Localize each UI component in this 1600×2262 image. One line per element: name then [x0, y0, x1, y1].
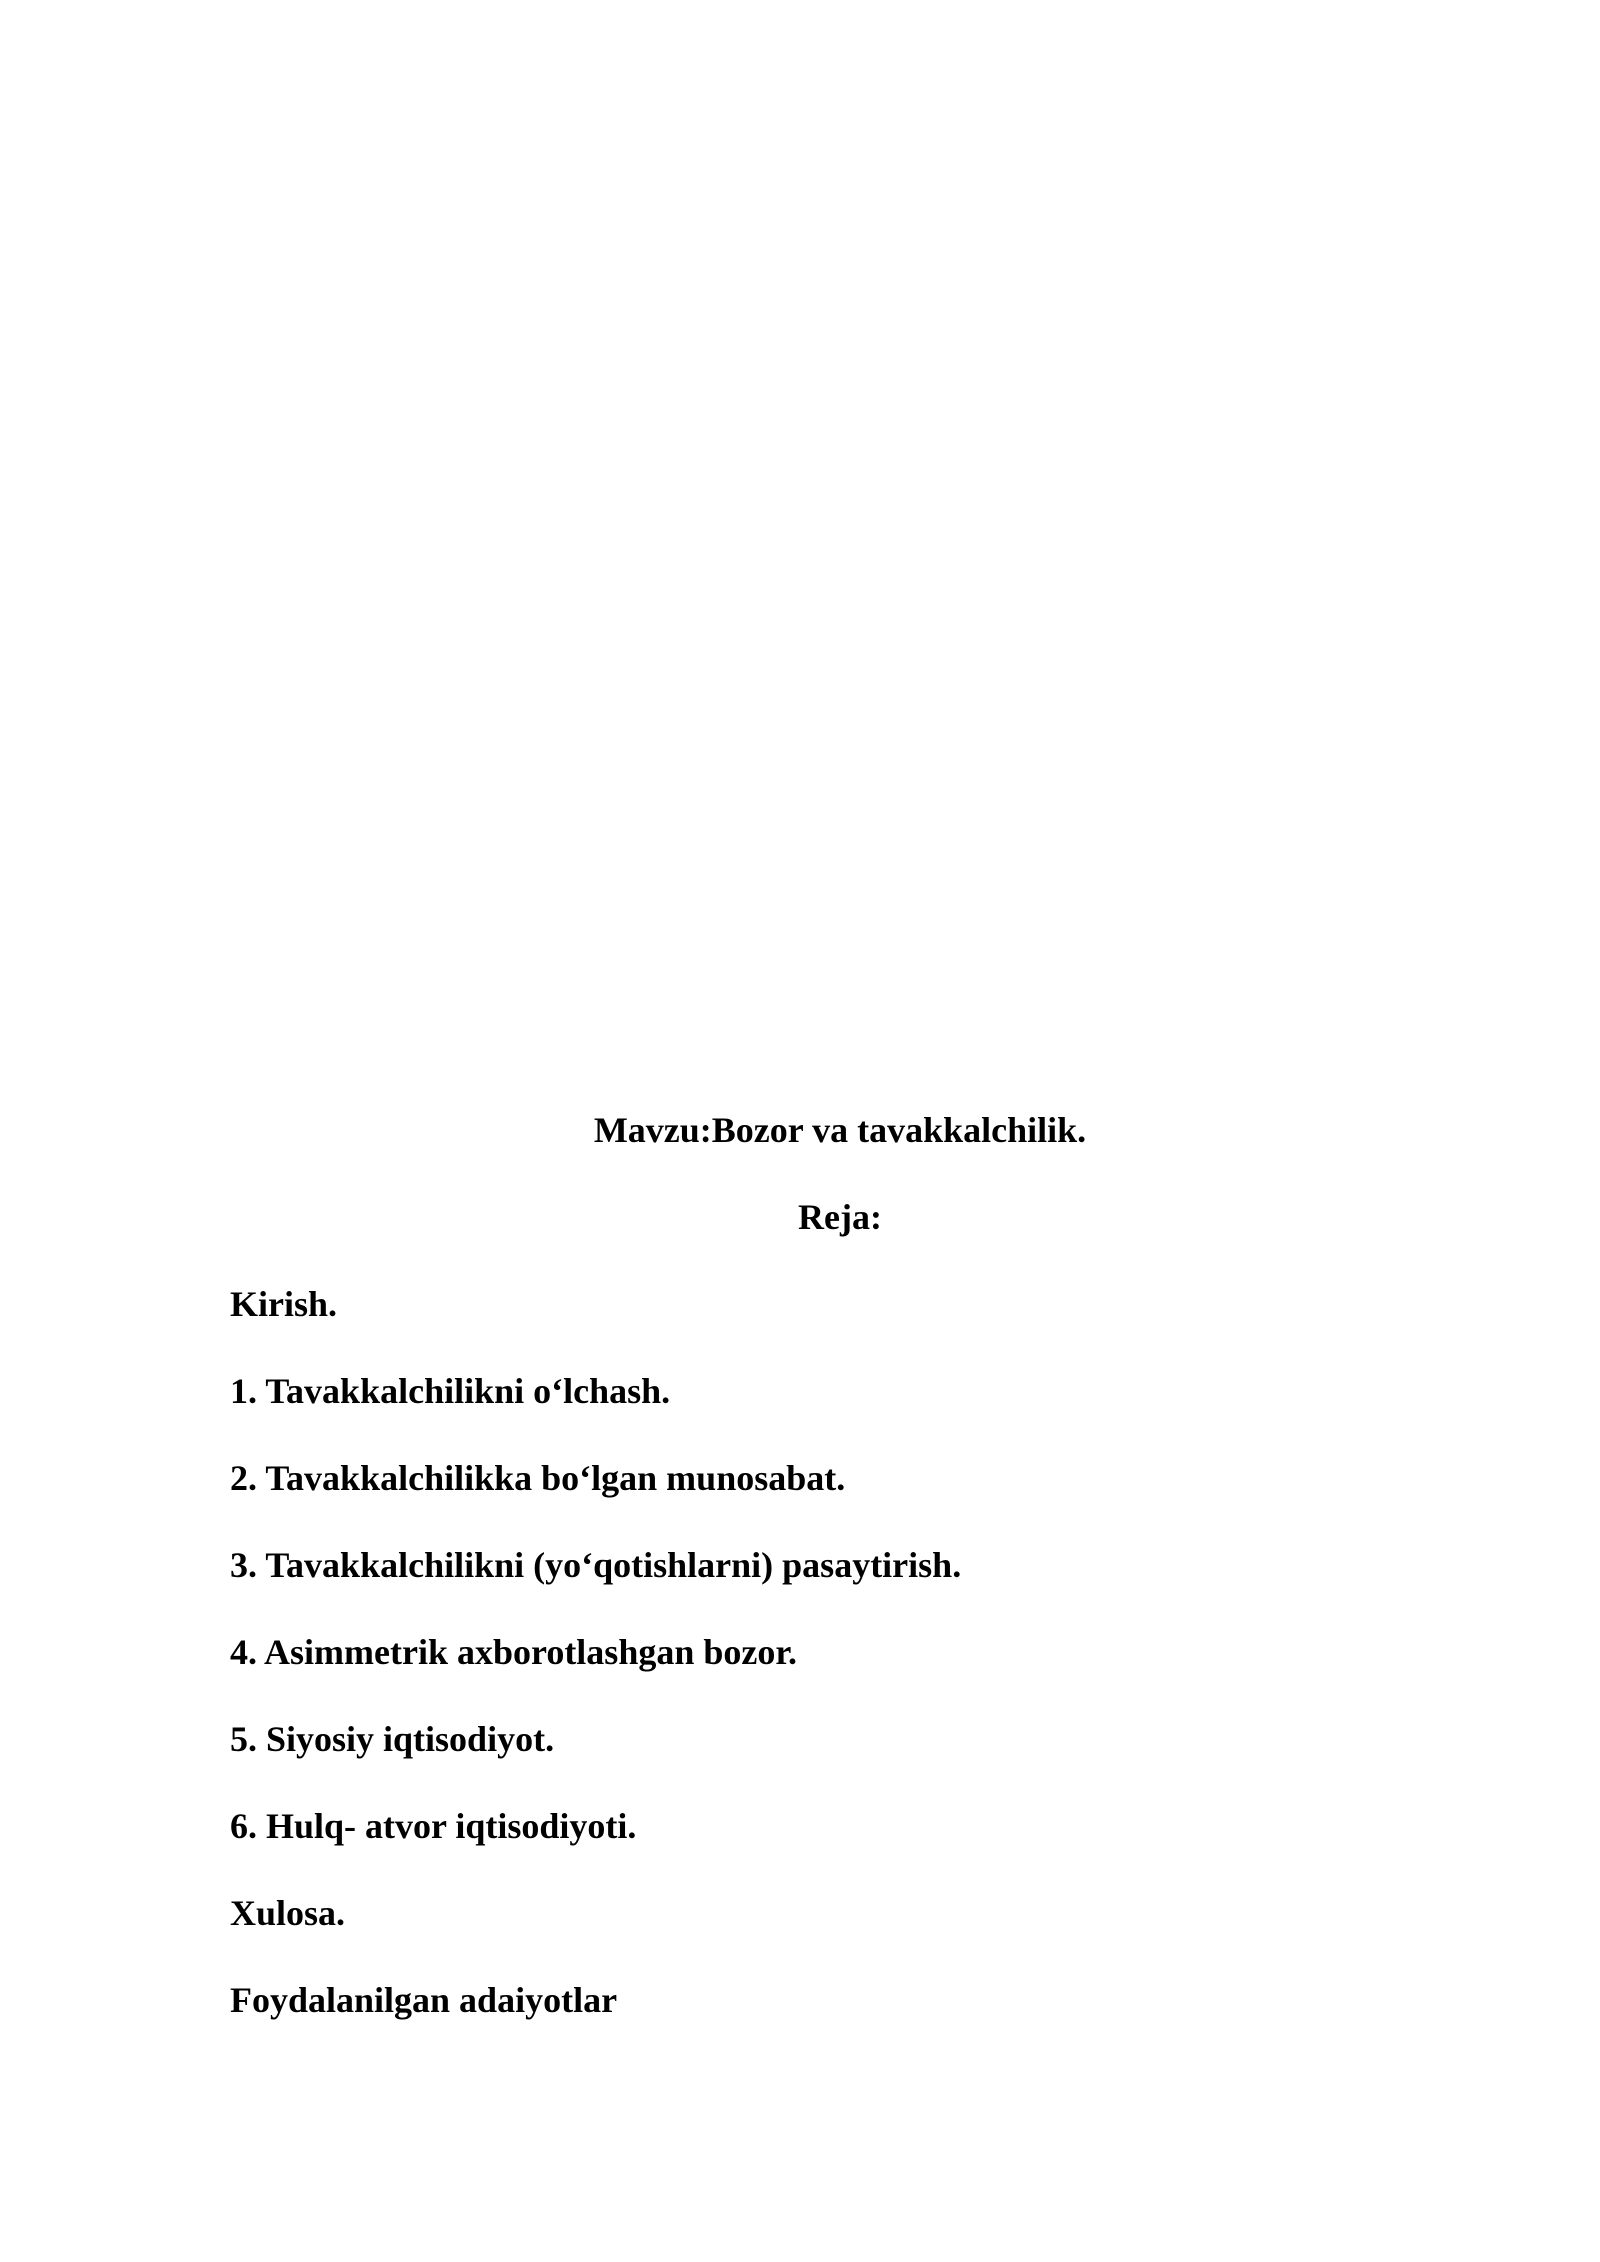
document-title: Mavzu:Bozor va tavakkalchilik.: [593, 1110, 1087, 1150]
plan-heading: Reja:: [798, 1197, 882, 1237]
plan-item-intro: Kirish.: [230, 1284, 338, 1324]
plan-item: 2. Tavakkalchilikka bo‘lgan munosabat.: [230, 1458, 846, 1498]
plan-item: 6. Hulq- atvor iqtisodiyoti.: [230, 1806, 637, 1846]
plan-item-conclusion: Xulosa.: [230, 1893, 346, 1933]
plan-item: 5. Siyosiy iqtisodiyot.: [230, 1719, 555, 1759]
plan-item: 1. Tavakkalchilikni o‘lchash.: [230, 1371, 671, 1411]
plan-item: 3. Tavakkalchilikni (yo‘qotishlarni) pasaytirish.: [230, 1545, 962, 1585]
plan-item-references: Foydalanilgan adaiyotlar: [230, 1980, 618, 2020]
plan-item: 4. Asimmetrik axborotlashgan bozor.: [230, 1632, 798, 1672]
